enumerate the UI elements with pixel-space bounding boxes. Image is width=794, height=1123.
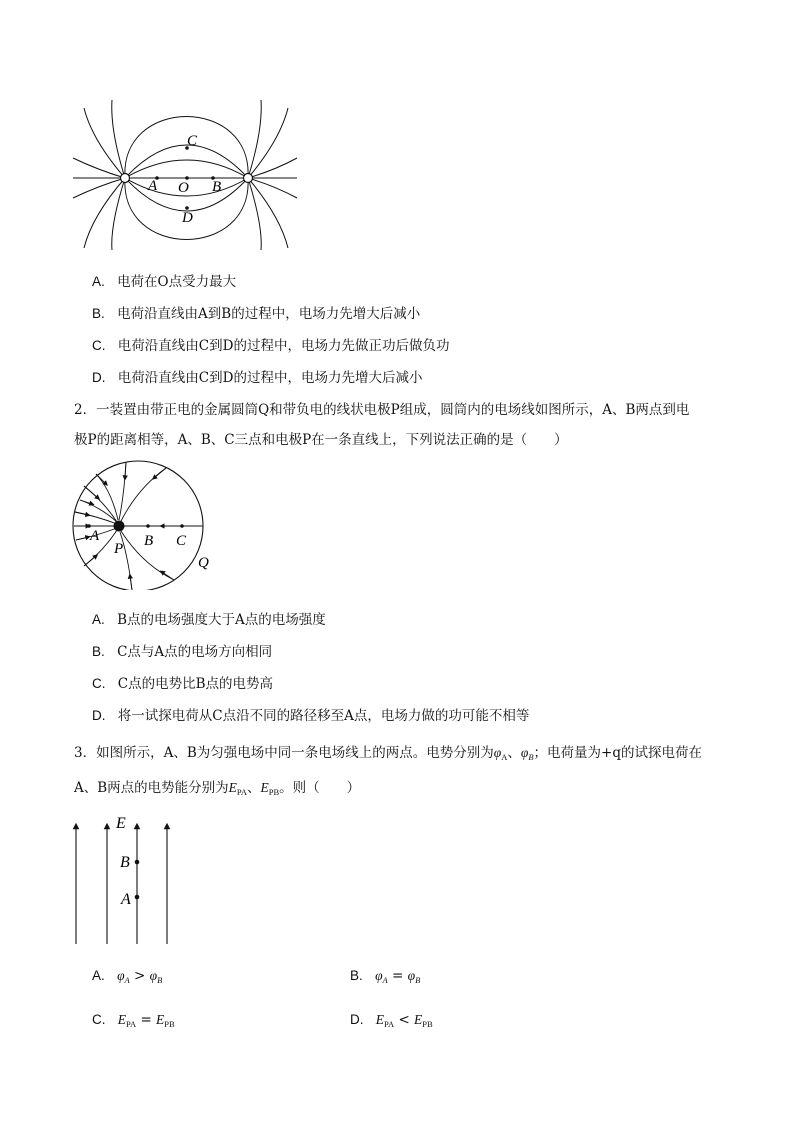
fig3-B-label: B	[120, 854, 130, 871]
point-O-label: O	[178, 180, 189, 196]
q1-option-c: C. 电荷沿直线由C到D的过程中，电场力先做正功后做负功	[92, 338, 450, 354]
q3-option-d: D. $E_{PA} < E_{PB}$	[350, 1012, 433, 1029]
point-B-label: B	[212, 179, 222, 195]
charge-left	[121, 174, 130, 183]
figure-2-cylinder-field	[66, 460, 226, 590]
point-A-label: A	[148, 178, 158, 194]
fig2-Q-label: Q	[198, 555, 209, 571]
charge-right	[244, 174, 253, 183]
q3-option-c: C. $E_{PA} = E_{PB}$	[92, 1012, 175, 1029]
fig3-E-label: E	[116, 815, 126, 832]
point-C-label: C	[187, 133, 198, 149]
q2-option-a: A. B点的电场强度大于A点的电场强度	[92, 612, 326, 628]
electrode-P	[114, 521, 125, 532]
q1-option-a: A. 电荷在O点受力最大	[92, 274, 237, 290]
q1-option-d: D. 电荷沿直线由C到D的过程中，电场力先增大后减小	[92, 370, 423, 386]
q3-stem-line-2: A、B两点的电势能分别为$E_{PA}$、$E_{PB}$。则（ ）	[74, 780, 361, 797]
fig3-A-label: A	[121, 891, 131, 908]
q2-option-d: D. 将一试探电荷从C点沿不同的路径移至A点，电场力做的功可能不相等	[92, 708, 530, 724]
q2-option-b: B. C点与A点的电场方向相同	[92, 644, 273, 660]
figure-1-field-lines	[70, 100, 300, 250]
q3-stem-line-1: 3．如图所示，A、B为匀强电场中同一条电场线上的两点。电势分别为$\varphi_A$、$\varphi_B$；电荷量为+q的试探电荷在	[74, 745, 702, 762]
fig2-B-label: B	[144, 533, 154, 549]
fig2-P-label: P	[114, 541, 124, 557]
q2-stem-line-1: 2．一装置由带正电的金属圆筒Q和带负电的线状电极P组成，圆筒内的电场线如图所示，A、B两点到电	[74, 402, 690, 418]
q2-stem-line-2: 极P的距离相等，A、B、C三点和电极P在一条直线上，下列说法正确的是（ ）	[74, 432, 568, 448]
q2-option-c: C. C点的电势比B点的电势高	[92, 676, 274, 692]
figure-3-uniform-field	[66, 812, 181, 947]
fig2-C-label: C	[176, 533, 187, 549]
q3-option-a: A. $\varphi_A > \varphi_B$	[92, 968, 163, 985]
q1-option-b: B. 电荷沿直线由A到B的过程中，电场力先增大后减小	[92, 306, 421, 322]
fig2-A-label: A	[90, 528, 100, 544]
q3-option-b: B. $\varphi_A = \varphi_B$	[350, 968, 421, 985]
point-D-label: D	[182, 210, 193, 226]
